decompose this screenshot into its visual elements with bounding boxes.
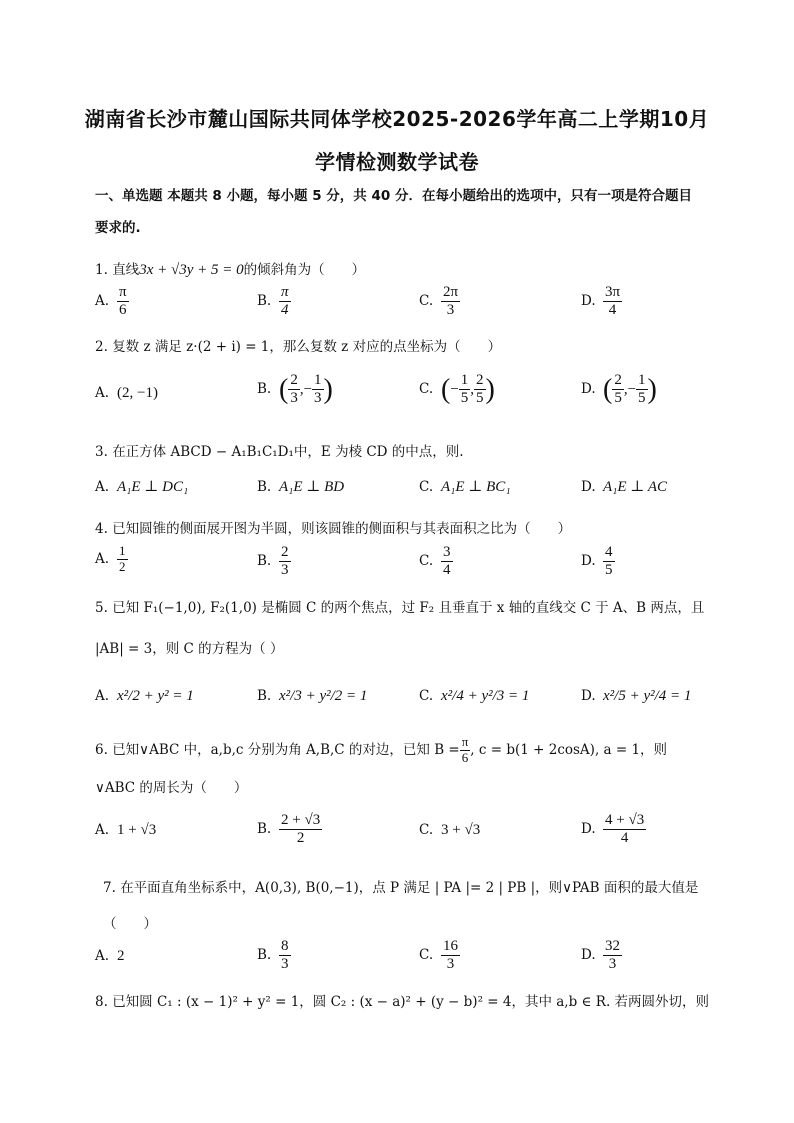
question-8: 8. 已知圆 C₁ : (x − 1)² + y² = 1，圆 C₂ : (x − a)² + (y − b)² = 4，其中 a,b ∈ R. 若两圆外切，则 (95, 994, 710, 1010)
section-heading-line2: 要求的. (95, 220, 141, 236)
q3-option-c[interactable]: C. A₁E ⊥ BC₁ (419, 479, 511, 495)
q7-option-a[interactable]: A. 2 (95, 948, 125, 964)
q4-option-c[interactable]: C. $\frac{3}{4}$ (419, 544, 451, 579)
q3-option-d[interactable]: D. A₁E ⊥ AC (581, 479, 668, 495)
question-5-line2: |AB| = 3，则 C 的方程为（ ） (95, 641, 284, 657)
question-7-line1: 7. 在平面直角坐标系中，A(0,3), B(0,−1)，点 P 满足 | PA |= 2 | PB |，则∨PAB 面积的最大值是 (103, 880, 699, 896)
q4-option-b[interactable]: B. $\frac{2}{3}$ (257, 544, 289, 579)
q5-option-c[interactable]: C. x²/4 + y²/3 = 1 (419, 688, 530, 704)
q6-option-a[interactable]: A. 1 + √3 (95, 822, 157, 838)
q6-option-c[interactable]: C. 3 + √3 (419, 822, 481, 838)
q6-option-d[interactable]: D. $\frac{4 + √3}{4}$ (581, 812, 645, 847)
q2-option-a[interactable]: A. (2, −1) (95, 385, 158, 401)
question-6-line2: ∨ABC 的周长为（ ） (95, 780, 248, 796)
question-1: 1. 直线3x + √3y + 5 = 0的倾斜角为（ ） (95, 262, 366, 278)
q5-option-b[interactable]: B. x²/3 + y²/2 = 1 (257, 688, 368, 704)
q1-option-d[interactable]: D. $\frac{3\pi}{4}$ (581, 284, 621, 319)
q5-option-a[interactable]: A. x²/2 + y² = 1 (95, 688, 194, 704)
question-3: 3. 在正方体 ABCD − A₁B₁C₁D₁中，E 为棱 CD 的中点，则. (95, 444, 464, 460)
q1-option-b[interactable]: B. $\frac{\pi}{4}$ (257, 284, 289, 319)
q3-option-a[interactable]: A. A₁E ⊥ DC₁ (95, 479, 189, 495)
q1-option-a[interactable]: A. $\frac{\pi}{6}$ (95, 284, 127, 319)
q5-option-d[interactable]: D. x²/5 + y²/4 = 1 (581, 688, 692, 704)
q6-option-b[interactable]: B. $\frac{2 + √3}{2}$ (257, 812, 321, 847)
q3-option-b[interactable]: B. A₁E ⊥ BD (257, 479, 345, 495)
q2-option-d[interactable]: D. ( $\frac{2}{5}$ ,− $\frac{1}{5}$ ) (581, 372, 657, 407)
q7-option-d[interactable]: D. $\frac{32}{3}$ (581, 938, 620, 973)
q2-option-c[interactable]: C. (− $\frac{1}{5}$ , $\frac{2}{5}$ ) (419, 372, 495, 407)
question-4: 4. 已知圆锥的侧面展开图为半圆，则该圆锥的侧面积与其表面积之比为（ ） (95, 521, 572, 537)
question-5-line1: 5. 已知 F₁(−1,0), F₂(1,0) 是椭圆 C 的两个焦点，过 F₂ 且垂直于 x 轴的直线交 C 于 A、B 两点，且 (95, 600, 705, 616)
question-2: 2. 复数 z 满足 z·(2 + i) = 1，那么复数 z 对应的点坐标为（ ） (95, 339, 502, 355)
question-7-line2: （ ） (103, 916, 157, 932)
question-6-line1: 6. 已知∨ABC 中，a,b,c 分别为角 A,B,C 的对边，已知 B = $\frac{\pi}{6}$ , c = b(1 + 2cosA), a = 1，则 (95, 734, 668, 765)
q1-option-c[interactable]: C. $\frac{2\pi}{3}$ (419, 284, 459, 319)
q4-option-d[interactable]: D. $\frac{4}{5}$ (581, 544, 613, 579)
exam-title-line1: 湖南省长沙市麓山国际共同体学校2025-2026学年高二上学期10月 (84, 107, 710, 131)
exam-title-line2: 学情检测数学试卷 (315, 150, 479, 174)
q7-option-c[interactable]: C. $\frac{16}{3}$ (419, 938, 458, 973)
q7-option-b[interactable]: B. $\frac{8}{3}$ (257, 938, 289, 973)
section-heading-line1: 一、单选题 本题共 8 小题，每小题 5 分，共 40 分．在每小题给出的选项中，只有一项是符合题目 (95, 188, 692, 204)
q4-option-a[interactable]: A. $\frac{1}{2}$ (95, 543, 126, 574)
q2-option-b[interactable]: B. ( $\frac{2}{3}$ ,− $\frac{1}{3}$ ) (257, 372, 333, 407)
